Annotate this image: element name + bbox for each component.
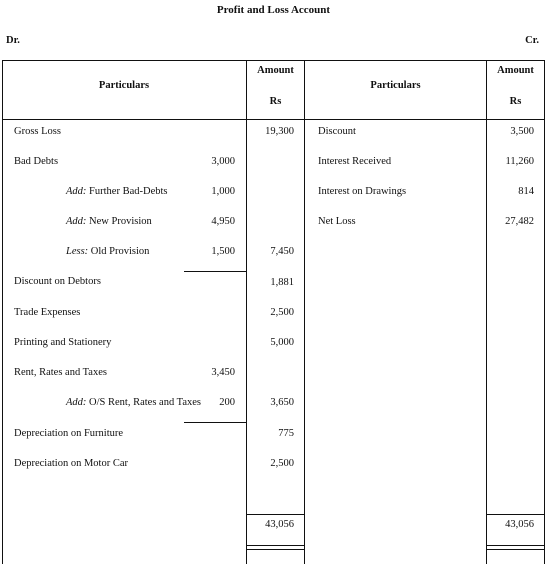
credit-total-line-2	[486, 549, 545, 550]
dep-furniture-amount: 775	[278, 428, 294, 439]
new-provision-label: New Provision	[86, 216, 152, 227]
interest-received-amount: 11,260	[505, 156, 534, 167]
new-provision-prefix: Add:	[66, 216, 87, 227]
new-provision-row	[66, 216, 152, 227]
further-bad-debts-label: Further Bad-Debts	[86, 186, 168, 197]
debit-amount-header: Amount	[257, 65, 294, 76]
further-bad-debts-row	[66, 186, 168, 197]
discount-amount: 3,500	[510, 126, 534, 137]
old-provision-prefix: Less:	[66, 246, 89, 257]
table-top-border	[2, 60, 545, 61]
debit-currency-header: Rs	[269, 96, 282, 107]
right-border	[544, 60, 545, 564]
debit-total-top-line	[246, 514, 305, 515]
credit-amount-header: Amount	[497, 65, 534, 76]
debit-amount-divider	[304, 60, 305, 564]
credit-total-line-1	[486, 545, 545, 546]
debit-total-amount: 43,056	[265, 519, 294, 530]
credit-label: Cr.	[525, 35, 539, 46]
gross-loss-label: Gross Loss	[14, 126, 61, 137]
header-bottom-border	[2, 119, 545, 120]
rent-inner-amount: 3,450	[211, 367, 235, 378]
discount-on-debtors-label: Discount on Debtors	[14, 276, 101, 287]
rent-net-amount: 3,650	[270, 397, 294, 408]
left-border	[2, 60, 3, 564]
bad-debts-inner-amount: 3,000	[211, 156, 235, 167]
credit-particulars-header: Particulars	[370, 80, 421, 91]
old-provision-row	[66, 246, 149, 257]
printing-label: Printing and Stationery	[14, 337, 112, 348]
bad-debts-net-amount: 7,450	[270, 246, 294, 257]
trade-expenses-label: Trade Expenses	[14, 307, 81, 318]
discount-label: Discount	[318, 126, 356, 137]
printing-amount: 5,000	[270, 337, 294, 348]
credit-currency-header: Rs	[509, 96, 522, 107]
credit-total-amount: 43,056	[505, 519, 534, 530]
debit-particulars-header: Particulars	[98, 80, 150, 91]
discount-on-debtors-amount: 1,881	[270, 277, 294, 288]
old-provision-inner-amount: 1,500	[211, 246, 235, 257]
debit-total-line-1	[246, 545, 305, 546]
rent-label: Rent, Rates and Taxes	[14, 367, 107, 378]
interest-drawings-amount: 814	[518, 186, 534, 197]
os-rent-row	[66, 397, 201, 408]
interest-received-label: Interest Received	[318, 156, 392, 167]
trade-expenses-amount: 2,500	[270, 307, 294, 318]
bad-debts-label: Bad Debts	[14, 156, 59, 167]
net-loss-label: Net Loss	[318, 216, 356, 227]
document-title: Profit and Loss Account	[216, 4, 331, 16]
rent-subtotal-line	[184, 422, 246, 423]
os-rent-prefix: Add:	[66, 397, 87, 408]
new-provision-inner-amount: 4,950	[211, 216, 235, 227]
os-rent-inner-amount: 200	[219, 397, 235, 408]
net-loss-amount: 27,482	[505, 216, 534, 227]
further-bad-debts-prefix: Add:	[66, 186, 87, 197]
provision-subtotal-line	[184, 271, 246, 272]
dep-furniture-label: Depreciation on Furniture	[14, 428, 124, 439]
debit-total-line-2	[246, 549, 305, 550]
os-rent-label: O/S Rent, Rates and Taxes	[86, 397, 201, 408]
interest-drawings-label: Interest on Drawings	[318, 186, 407, 197]
debit-label: Dr.	[6, 35, 20, 46]
credit-total-top-line	[486, 514, 545, 515]
further-bad-debts-inner-amount: 1,000	[211, 186, 235, 197]
dep-motor-car-label: Depreciation on Motor Car	[14, 458, 129, 469]
old-provision-label: Old Provision	[88, 246, 150, 257]
dep-motor-car-amount: 2,500	[270, 458, 294, 469]
gross-loss-amount: 19,300	[265, 126, 294, 137]
